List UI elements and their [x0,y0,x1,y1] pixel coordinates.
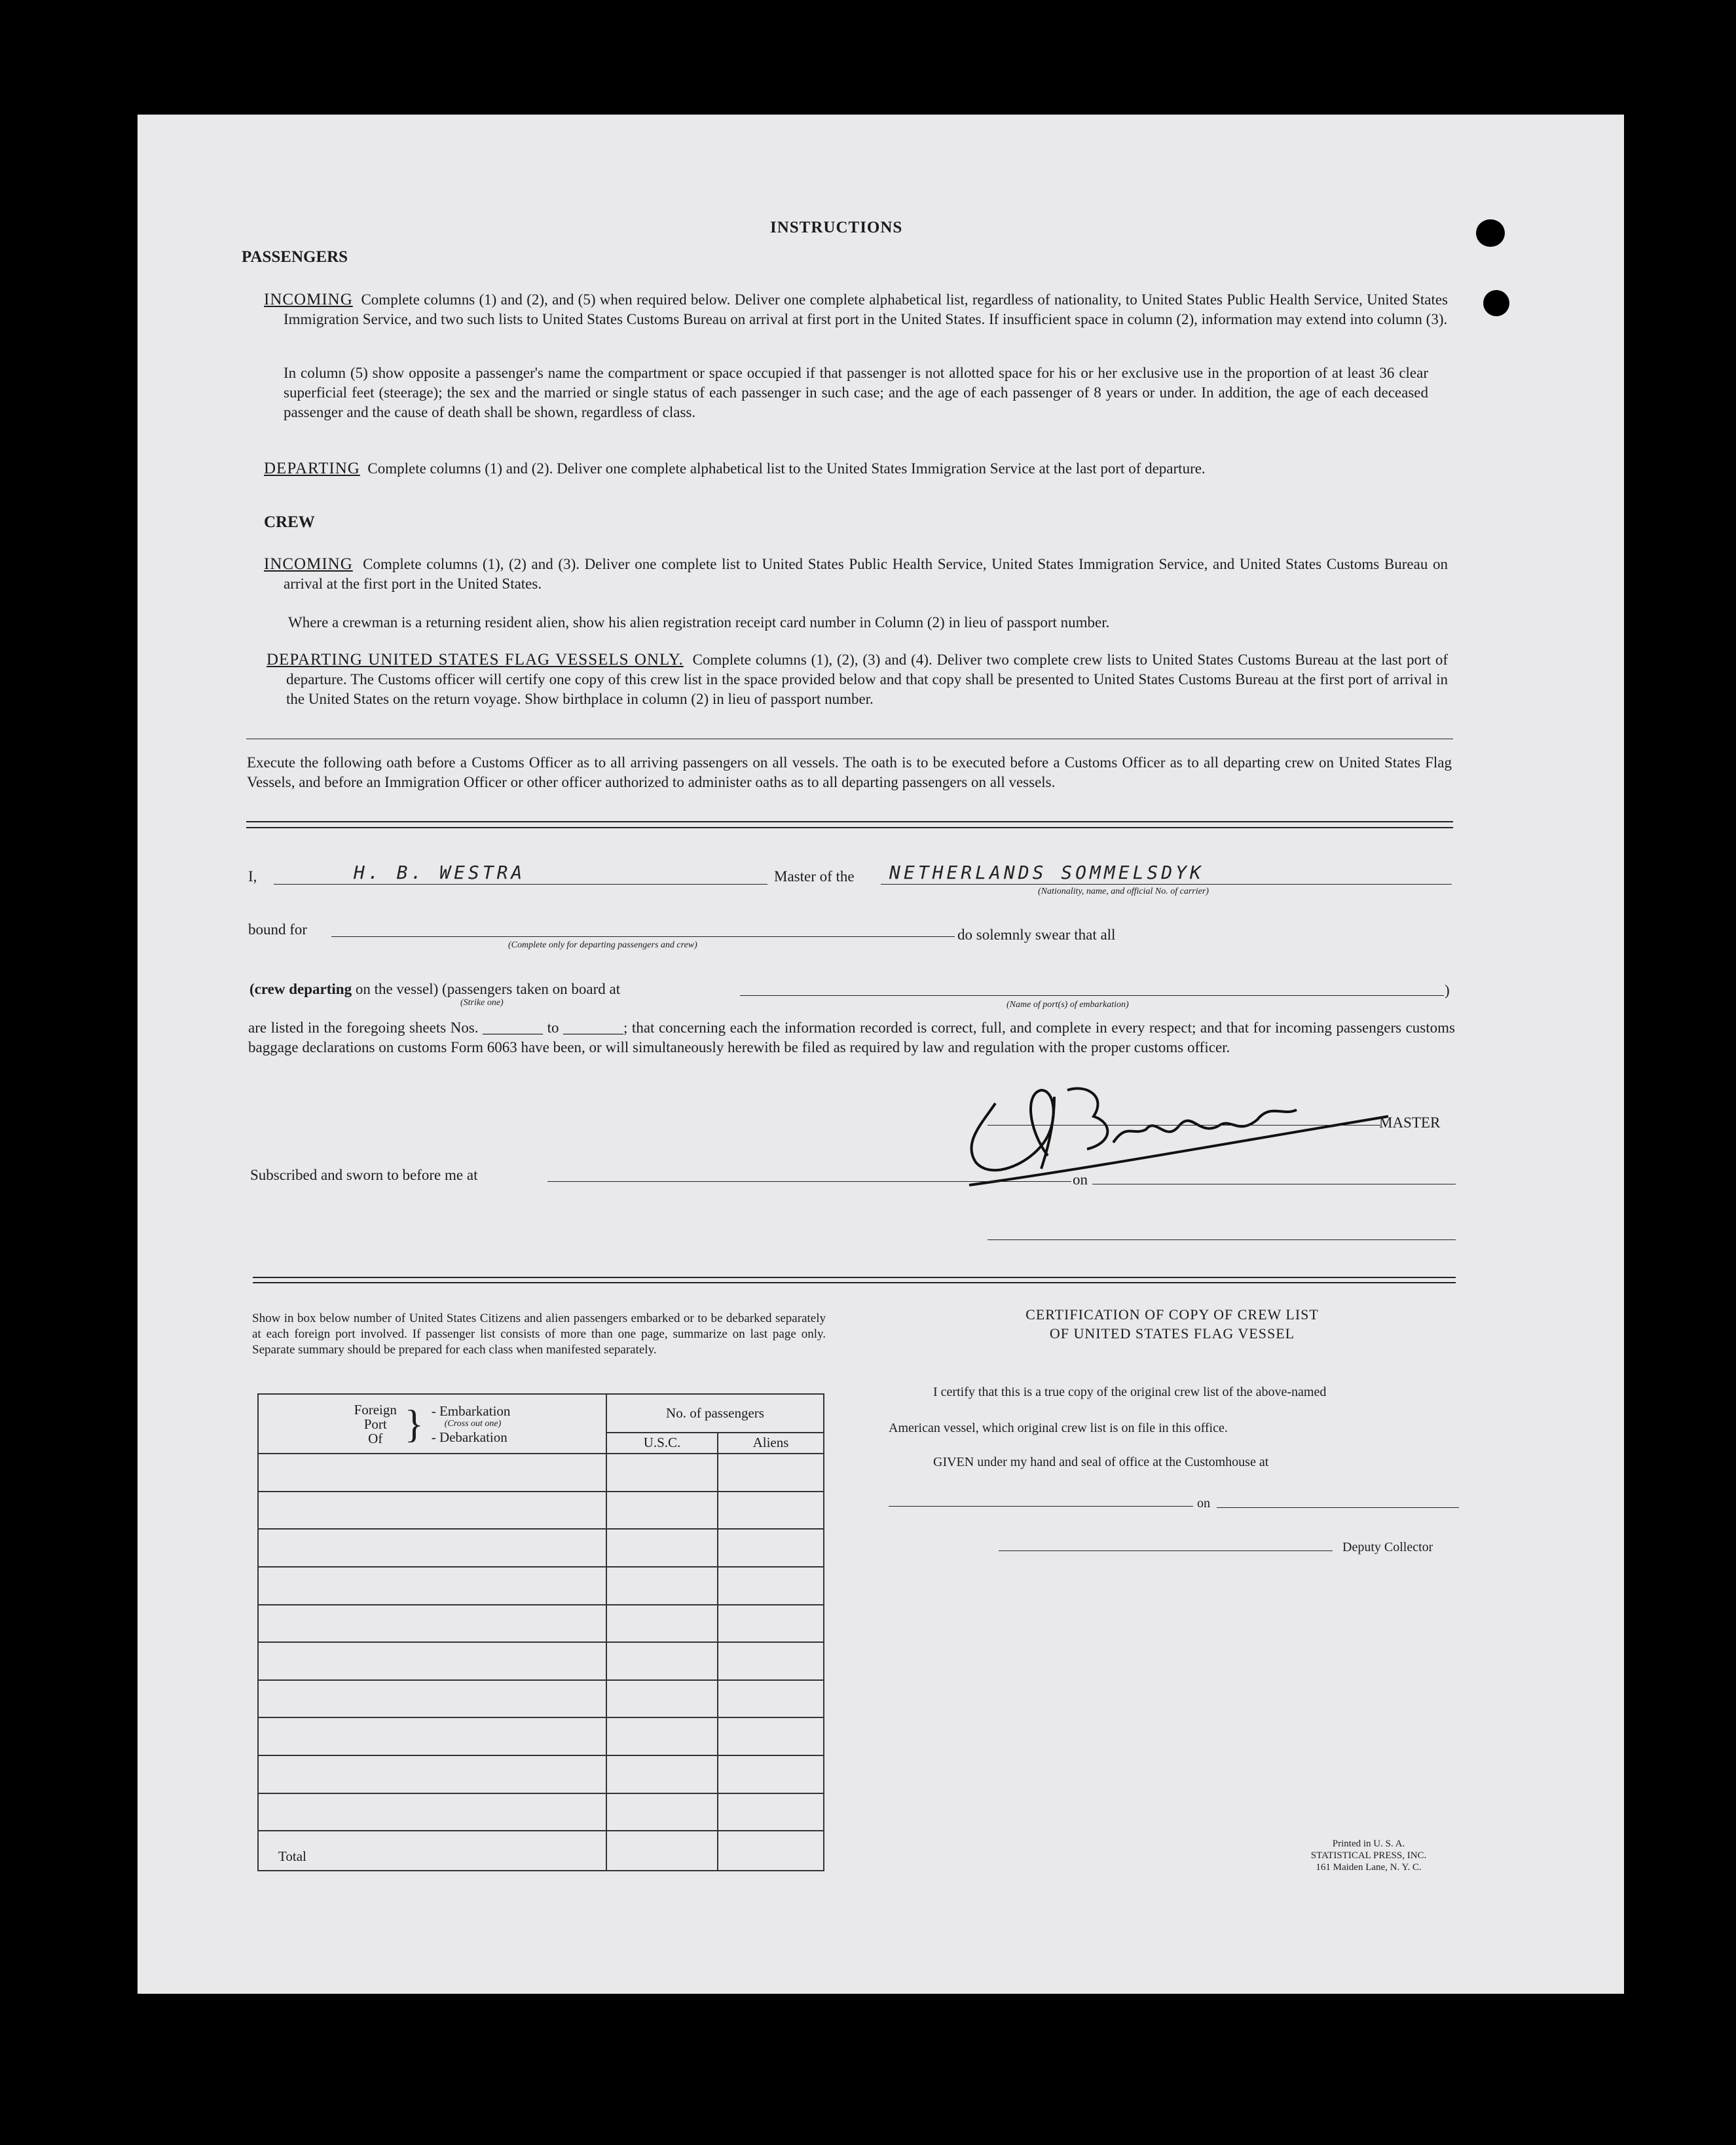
usc-cell[interactable] [606,1567,718,1605]
aliens-cell[interactable] [718,1605,824,1643]
master-signature [956,1064,1401,1188]
aliens-cell[interactable] [718,1492,824,1530]
brace-icon: } [404,1402,424,1446]
divider-oath-bottom-2 [253,1282,1456,1283]
crew-incoming-paragraph [264,555,1448,594]
bound-for-field[interactable] [331,936,955,937]
aliens-cell[interactable] [718,1454,824,1492]
port-cell[interactable] [258,1642,606,1680]
aliens-cell[interactable] [718,1755,824,1793]
port-header-cell [258,1394,606,1454]
i-label: I, [248,868,257,885]
port-row [258,1454,824,1492]
cross-out-note: (Cross out one) [444,1418,502,1429]
passengers-incoming-label: INCOMING [264,291,353,308]
port-row [258,1642,824,1680]
port-cell[interactable] [258,1492,606,1530]
sworn-label: Subscribed and sworn to before me at [250,1167,478,1183]
certification-title-line1: CERTIFICATION OF COPY OF CREW LIST [1025,1306,1319,1323]
usc-cell[interactable] [606,1642,718,1680]
certification-title-line2: OF UNITED STATES FLAG VESSEL [1049,1325,1295,1342]
certification-date-field[interactable] [1217,1507,1459,1508]
usc-cell[interactable] [606,1529,718,1567]
printer-line1: Printed in U. S. A. [1332,1839,1405,1849]
master-name-value: H. B. WESTRA [354,862,526,883]
box-instructions: Show in box below number of United States Citizens and alien passengers embarked or to be debarked separately at each foreign port involved. If passenger list consists of more than one page, summarize on last page only. Separate summary should be prepared for each class when manifested separately. [252,1311,826,1357]
crew-heading: CREW [264,513,315,531]
usc-cell[interactable] [606,1454,718,1492]
hole-punch-mark-bottom [1483,290,1509,316]
port-summary-table [257,1393,824,1871]
bound-for-caption: (Complete only for departing passengers and crew) [508,940,697,950]
port-cell[interactable] [258,1605,606,1643]
crew-departing-text-rest: on the vessel) (passengers taken on board at [355,981,621,997]
port-rows [258,1454,824,1831]
column5-paragraph: In column (5) show opposite a passenger's name the compartment or space occupied if that passenger is not allotted space for his or her exclusive use in the proportion of at least 36 clear superficial feet (steerage); the sex and the married or single status of each passenger in such case; and the age of each passenger of 8 years or under. In addition, the age of each deceased passenger and the cause of death shall be shown, regardless of class. [284,365,1428,420]
aliens-cell[interactable] [718,1793,824,1831]
vessel-caption: (Nationality, name, and official No. of carrier) [1038,887,1209,896]
certify-line1: I certify that this is a true copy of the original crew list of the above-named [933,1385,1327,1399]
officer-signature-field[interactable] [988,1239,1456,1240]
port-cell[interactable] [258,1680,606,1718]
aliens-cell[interactable] [718,1680,824,1718]
embarkation-label[interactable]: - Embarkation [431,1402,511,1419]
sworn-place-field[interactable] [547,1181,1071,1182]
usc-cell[interactable] [606,1492,718,1530]
port-row [258,1717,824,1755]
sheets-paragraph: are listed in the foregoing sheets Nos. ________ to ________; that concerning each the information recorded is correct, full, and complete in every respect; and that for incoming passengers customs baggage declarations on customs Form 6063 have been, or will simultaneously herewith be filed as required by law and regulation with the proper customs officer. [248,1019,1455,1055]
crew-departing-strike: (crew departing [249,981,352,997]
vessel-value: NETHERLANDS SOMMELSDYK [889,862,1204,883]
no-passengers-header: No. of passengers [606,1394,824,1433]
deputy-collector-field[interactable] [999,1550,1333,1551]
total-label: Total [258,1831,606,1871]
certification-on-label: on [1197,1496,1210,1511]
usc-cell[interactable] [606,1793,718,1831]
port-cell[interactable] [258,1755,606,1793]
certification-title [986,1305,1359,1343]
port-cell[interactable] [258,1567,606,1605]
divider-oath-2 [246,827,1453,828]
printer-imprint [1264,1838,1473,1873]
swear-text: do solemnly swear that all [957,926,1116,943]
sworn-on-label: on [1073,1171,1088,1188]
port-cell[interactable] [258,1717,606,1755]
crew-departing-text: Complete columns (1), (2), (3) and (4). Deliver two complete crew lists to United States Customs Bureau at the last port of departure. The Customs officer will certify one copy of this crew list in the space provided below and that copy shall be presented to United States Customs Bureau at the first port of arrival in the United States on the return voyage. Show birthplace in column (2) in lieu of passport number. [286,651,1449,707]
page-title: INSTRUCTIONS [770,219,903,236]
passengers-incoming-paragraph [264,290,1448,329]
port-row [258,1529,824,1567]
crew-departing-paragraph [267,650,1448,709]
debarkation-label[interactable]: - Debarkation [431,1429,508,1445]
crew-incoming-label: INCOMING [264,555,353,573]
given-line: GIVEN under my hand and seal of office at the Customhouse at [933,1455,1269,1469]
printer-line3: 161 Maiden Lane, N. Y. C. [1316,1862,1422,1873]
certify-line2: American vessel, which original crew list is on file in this office. [889,1421,1228,1435]
port-row [258,1680,824,1718]
port-row [258,1605,824,1643]
aliens-header: Aliens [718,1433,824,1454]
port-row [258,1793,824,1831]
port-row [258,1492,824,1530]
ports-close-paren: ) [1445,982,1450,999]
divider-oath-bottom-1 [253,1277,1456,1278]
passengers-departing-label: DEPARTING [264,460,360,477]
customhouse-field[interactable] [889,1506,1193,1507]
usc-cell[interactable] [606,1717,718,1755]
usc-header: U.S.C. [606,1433,718,1454]
total-aliens-cell[interactable] [718,1831,824,1871]
master-signature-field[interactable] [988,1125,1380,1126]
total-usc-cell[interactable] [606,1831,718,1871]
passengers-incoming-text: Complete columns (1) and (2), and (5) when required below. Deliver one complete alphabetical list, regardless of nationality, to United States Public Health Service, United States Immigration Service, and two such lists to United States Customs Bureau on arrival at first port in the United States. If insufficient space in column (2), information may extend into column (3). [284,291,1449,327]
divider-oath-1 [246,821,1453,822]
of-label: Of [368,1430,383,1446]
port-label: Port [363,1416,387,1432]
usc-cell[interactable] [606,1680,718,1718]
port-cell[interactable] [258,1793,606,1831]
bound-for-label: bound for [248,921,308,938]
ports-caption: (Name of port(s) of embarkation) [1007,1000,1129,1010]
printer-line2: STATISTICAL PRESS, INC. [1310,1850,1427,1861]
total-row [258,1831,824,1871]
oath-intro: Execute the following oath before a Customs Officer as to all arriving passengers on all vessels. The oath is to be executed before a Customs Officer as to all departing crew on United States Flag Vessels, and before an Immigration Officer or other officer authorized to administer oaths as to all departing passengers on all vessels. [247,754,1452,790]
passengers-departing-text: Complete columns (1) and (2). Deliver one complete alphabetical list to the United States Immigration Service at the last port of departure. [367,460,1206,477]
passengers-heading: PASSENGERS [242,248,348,266]
aliens-cell[interactable] [718,1529,824,1567]
aliens-cell[interactable] [718,1567,824,1605]
port-row [258,1755,824,1793]
usc-cell[interactable] [606,1755,718,1793]
crew-departing-line [249,980,620,999]
aliens-cell[interactable] [718,1642,824,1680]
port-cell[interactable] [258,1454,606,1492]
foreign-port-label [354,1402,397,1446]
passengers-departing-paragraph [264,459,1448,479]
port-cell[interactable] [258,1529,606,1567]
crew-departing-label: DEPARTING UNITED STATES FLAG VESSELS ONLY. [267,651,684,669]
foreign-label: Foreign [354,1401,397,1418]
vessel-field[interactable] [881,884,1452,885]
port-row [258,1567,824,1605]
hole-punch-mark-top [1476,219,1505,247]
usc-cell[interactable] [606,1605,718,1643]
deputy-collector-label: Deputy Collector [1342,1540,1433,1554]
master-name-field[interactable] [274,884,767,885]
ports-field[interactable] [740,995,1444,996]
crew-resident-paragraph: Where a crewman is a returning resident alien, show his alien registration receipt card number in Column (2) in lieu of passport number. [288,614,1110,631]
master-label: MASTER [1379,1114,1441,1131]
aliens-cell[interactable] [718,1717,824,1755]
master-of-label: Master of the [774,868,855,885]
crew-incoming-text: Complete columns (1), (2) and (3). Deliver one complete list to United States Public Health Service, United States Immigration Service, and United States Customs Bureau on arrival at the first port in the United States. [284,556,1449,592]
embarkation-options [432,1404,511,1444]
strike-one-caption: (Strike one) [460,998,504,1008]
